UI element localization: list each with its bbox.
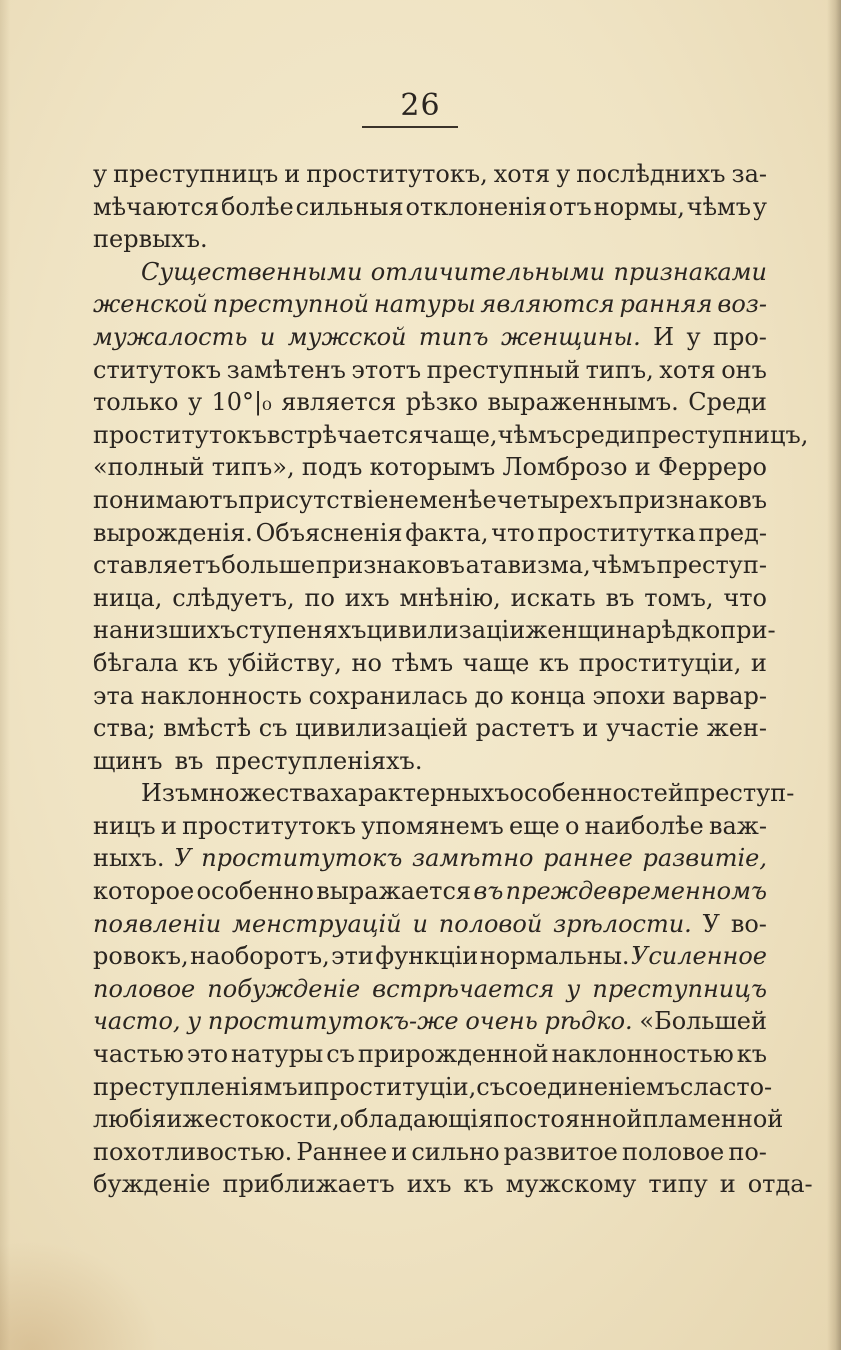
word: ровокъ, [93,942,189,971]
word: у [686,322,701,351]
word: растетъ [475,714,575,743]
word: преступ- [683,779,795,808]
word: четырехъ [496,485,618,514]
text-line [93,908,767,941]
word: этотъ [351,355,422,384]
word: и [297,1072,314,1101]
word: встрѣчается [266,420,424,449]
word: типъ, [585,355,654,384]
word: у [752,192,767,221]
word: преступленіяхъ. [215,746,423,775]
word: про- [713,322,767,351]
word: типъ», [211,453,295,482]
word: проститутокъ [201,844,403,873]
word: жен- [706,714,767,743]
word: проститутокъ, [306,160,488,188]
text-line [93,875,767,908]
word: признаковъ [315,551,465,580]
word: женской [93,290,208,319]
word: бужденіе [93,1170,211,1199]
word: только [93,388,179,417]
word: нормы, [593,192,685,221]
text-line [93,1168,813,1201]
word: пламенной [642,1105,784,1134]
word: болѣе [220,192,294,221]
word: томъ, [644,583,714,612]
text-line [93,1071,773,1104]
word: рѣдко [646,616,721,645]
text-line [93,256,767,289]
word: выражается [316,877,472,906]
text-line [93,451,767,484]
word: мнѣнію, [399,583,501,612]
word: мужалость [93,322,248,351]
word: въ [605,583,635,612]
text-line [93,810,767,843]
word: съ [326,1040,355,1069]
word: признаковъ [618,485,767,514]
text-line [93,973,767,1006]
word: и [582,714,599,743]
word: ститутокъ [93,355,222,384]
word: ныхъ. [93,844,165,873]
word: любія [93,1105,167,1134]
text-line [93,1136,767,1169]
text-line [93,321,767,354]
word: щинъ [93,746,163,775]
word: Ломброзо [502,453,628,482]
word: часто, [93,1007,181,1036]
word: которое [93,877,195,906]
word: особенно [196,877,314,906]
word: развитое [503,1137,618,1166]
text-line [93,777,795,810]
word: раннее [543,844,633,873]
word: характерныхъ [330,779,510,808]
word: Усиленное [630,942,767,971]
word: хотя [493,160,551,188]
word: за- [731,160,767,188]
word: цивилизаціи [366,616,526,645]
word: сильно [411,1137,500,1166]
word: къ [187,648,219,677]
word: убійству, [227,648,342,677]
word: при- [720,616,776,645]
word: прирожденной [357,1040,549,1069]
word: чѣмъ [686,192,751,221]
word: жестокости, [182,1105,340,1134]
word: эти [331,942,374,971]
word: атавизма, [465,551,591,580]
word: особенностей [509,779,684,808]
word: «Большей [639,1007,767,1036]
word: зрѣлости. [553,909,692,938]
text-line [93,1103,784,1136]
word: появленіи [93,909,222,938]
word: половой [438,909,543,938]
word: типу [648,1170,708,1199]
page-number-rule [362,126,458,128]
word: среди [561,420,636,449]
word: наклонность [140,681,302,710]
word: и [284,160,301,188]
word: и [166,1105,183,1134]
text-line [93,386,767,419]
word: низшихъ [123,616,236,645]
word: рѣдко. [544,1007,633,1036]
word: подъ [301,453,363,482]
word: обладающія [339,1105,494,1134]
word: что [491,518,535,547]
word: множества [190,779,331,808]
word: которымъ [369,453,496,482]
word: натуры [231,1040,324,1069]
word: на [93,616,124,645]
text-line [93,647,767,680]
word: побужденіе [207,974,361,1003]
word: слѣдуетъ, [172,583,295,612]
word: похотливостью. [93,1137,293,1166]
word: натуры [373,290,476,319]
word: еще [509,811,560,840]
word: съ [258,714,288,743]
word: что [723,583,767,612]
word: тѣмъ [391,648,454,677]
word: больше [221,551,316,580]
word: Существенными [141,257,363,286]
text-line [93,745,767,778]
word: преступницъ [592,974,767,1003]
text-line [93,582,767,615]
word: во- [730,909,767,938]
word: функціи [375,942,479,971]
word: къ [538,648,570,677]
word: чѣмъ [591,551,656,580]
word: Ферреро [658,453,767,482]
word: Раннее [296,1137,388,1166]
word: постоянной [493,1105,643,1134]
text-line [93,158,767,191]
word: проституціи, [313,1072,477,1101]
word: ихъ [344,583,390,612]
word: менѣе [419,485,497,514]
word: чаще [462,648,530,677]
word: конца [510,681,586,710]
word: онъ [721,355,767,384]
word: половое [621,1137,725,1166]
word: признаками [613,257,767,286]
word: о [564,811,580,840]
word: преступленіямъ [93,1072,298,1101]
word: преступ- [656,551,767,580]
text-line [93,712,767,745]
word: и [160,811,177,840]
word: нормальны. [479,942,630,971]
word: проститутка [537,518,696,547]
word: замѣтно [411,844,534,873]
word: ступеняхъ [235,616,367,645]
page-right-edge-shadow [827,0,841,1350]
word: частью [93,1040,184,1069]
word: сильныя [295,192,404,221]
word: чѣмъ [497,420,562,449]
word: выраженнымъ. [487,388,679,417]
word: отъ [548,192,592,221]
text-line [93,223,767,256]
paper-stain [0,1240,160,1350]
text-line [93,842,767,875]
word: сохранилась [308,681,468,710]
text-line [93,680,767,713]
word: проститутокъ [182,811,357,840]
text-line [93,191,767,224]
word: въ [473,877,504,906]
word: ставляетъ [93,551,221,580]
word: вмѣстѣ [163,714,252,743]
word: не [388,485,419,514]
word: менструацій [232,909,402,938]
word: у [187,1007,202,1036]
word: являются [480,290,615,319]
word: по- [728,1137,767,1166]
body-text [93,158,813,1201]
word: въ [174,746,204,775]
word: преступницъ, [635,420,809,449]
word: упомянемъ [361,811,504,840]
word: Изъ [141,779,191,808]
word: и [634,453,651,482]
word: сласто- [679,1072,773,1101]
page-left-edge-shadow [0,0,10,1350]
paragraph [93,777,813,1201]
word: преступный [426,355,581,384]
word: у [187,388,203,417]
word: ранняя [619,290,713,319]
page-number: 26 [400,88,441,123]
text-line [93,288,767,321]
word: мужскому [505,1170,637,1199]
paragraph [93,256,809,778]
word: преждевременномъ [505,877,767,906]
word: воз- [717,290,767,319]
word: факта, [405,518,489,547]
text-line [93,484,767,517]
word: къ [463,1170,494,1199]
word: и [259,322,276,351]
word: ница, [93,583,163,612]
word: у [93,160,108,188]
word: И [653,322,675,351]
text-line [93,1038,767,1071]
word: понимаютъ [93,485,238,514]
word: рѣзко [405,388,479,417]
word: но [351,648,382,677]
word: женщина [525,616,647,645]
paragraph [93,158,767,256]
text-line [93,614,776,647]
word: очень [465,1007,538,1036]
word: встрѣчается [372,974,555,1003]
word: къ [736,1040,767,1069]
text-line [93,419,809,452]
word: типъ [418,322,489,351]
word: отда- [747,1170,813,1199]
word: проститутокъ-же [207,1007,459,1036]
word: 10°|₀ [211,388,272,417]
word: приближаетъ [222,1170,395,1199]
word: у [556,160,571,188]
word: Объясненія [255,518,403,547]
word: наоборотъ, [190,942,330,971]
word: у [566,974,581,1003]
word: наклонностью [551,1040,734,1069]
word: эпохи [592,681,666,710]
word: «полный [93,453,205,482]
text-line [93,517,767,550]
word: отличительными [370,257,606,286]
word: варвар- [672,681,767,710]
word: замѣтенъ [226,355,346,384]
word: бѣгала [93,648,179,677]
word: ства; [93,714,156,743]
text-line [93,354,767,387]
word: Среди [688,388,767,417]
word: ихъ [406,1170,452,1199]
word: У [702,909,720,938]
word: первыхъ. [93,225,208,254]
word: развитіе, [642,844,767,873]
word: и [750,648,767,677]
word: наиболѣе [584,811,704,840]
word: пред- [698,518,767,547]
word: женщины. [500,322,641,351]
word: хотя [659,355,716,384]
word: проституціи, [578,648,742,677]
word: и [719,1170,736,1199]
word: отклоненія [405,192,547,221]
word: мѣчаются [93,192,220,221]
text-line [93,1005,767,1038]
word: мужской [287,322,407,351]
word: чаще, [423,420,498,449]
word: вырожденія. [93,518,253,547]
word: съ [476,1072,505,1101]
word: присутствіе [238,485,389,514]
word: и [412,909,428,938]
text-line [93,549,767,582]
word: по [304,583,335,612]
word: послѣднихъ [576,160,726,188]
word: У [174,844,192,873]
word: участіе [606,714,699,743]
word: проститутокъ [93,420,267,449]
word: до [474,681,504,710]
word: цивилизаціей [295,714,468,743]
word: это [186,1040,229,1069]
word: является [281,388,397,417]
word: преступной [212,290,370,319]
word: важ- [708,811,767,840]
text-line [93,940,767,973]
word: преступницъ [113,160,279,188]
word: соединеніемъ [504,1072,680,1101]
word: искать [510,583,596,612]
word: и [391,1137,408,1166]
word: ницъ [93,811,156,840]
word: эта [93,681,135,710]
word: половое [93,974,196,1003]
